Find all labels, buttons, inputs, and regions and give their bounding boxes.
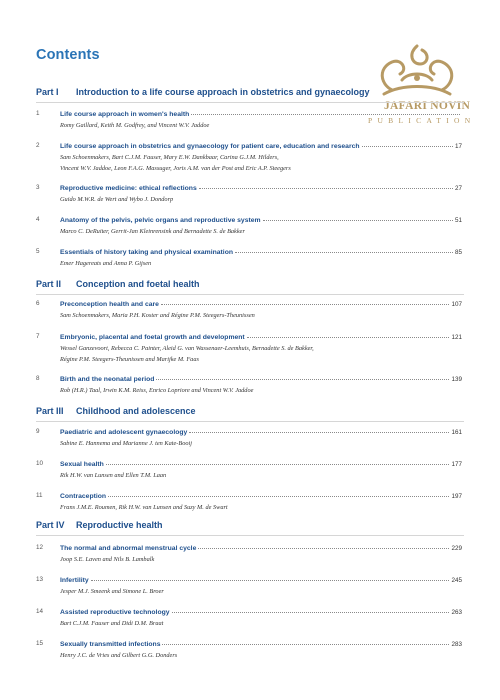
chapter-authors [60,503,462,514]
author-line: Henry J.C. de Vries and Gilbert G.G. Donders [60,652,178,659]
part-number: Part IV [36,520,65,530]
chapter-authors [60,153,462,174]
author-line: Romy Gaillard, Keith M. Godfrey, and Vincent W.V. Jaddoe [60,122,210,129]
chapter-title[interactable]: Life course approach in obstetrics and gynaecology for patient care, education and research [60,143,360,150]
page-number: 283 [451,641,462,648]
chapter-title[interactable]: Reproductive medicine: ethical reflections [60,185,197,192]
page-number: 161 [451,429,462,436]
chapter-authors [60,195,462,206]
dot-leader [247,331,450,338]
chapter-title[interactable]: Paediatric and adolescent gynaecology [60,429,188,436]
author-line: Sam Schoenmakers, Bart C.J.M. Fauser, Mary E.W. Dankbaar, Carina G.J.M. Hilders, [60,154,279,161]
author-line: Marco C. DeRuiter, Gerrit-Jan Kleinrensink and Bernadette S. de Bakker [60,228,245,235]
chapter-title[interactable]: Life course approach in women's health [60,111,190,118]
page-number: 139 [451,376,462,383]
chapter-number: 9 [36,428,40,435]
dot-leader [172,606,450,613]
chapter-title-row [60,141,462,150]
chapter-title-row [60,247,462,256]
chapter-title-row [60,639,462,648]
author-line: Jesper M.J. Smeenk and Simone L. Broer [60,588,164,595]
chapter-title-row [60,607,462,616]
part-number: Part II [36,279,62,289]
chapter-number: 13 [36,576,44,583]
chapter-title[interactable]: Essentials of history taking and physical examination [60,249,233,256]
chapter-title-row [60,332,462,341]
author-line: Sabine E. Hannema and Marianne J. ten Kate-Booij [60,440,193,447]
logo-name: JAFARI NOVIN [384,100,471,112]
part-heading [36,520,163,530]
author-line: Guido M.W.R. de Wert and Wybo J. Dondorp [60,196,174,203]
chapter-number: 12 [36,544,44,551]
chapter-authors [60,439,462,450]
chapter-number: 14 [36,608,44,615]
chapter-title[interactable]: Infertility [60,577,89,584]
chapter-title-row [60,575,462,584]
dot-leader [156,373,449,380]
chapter-authors [60,471,462,482]
chapter-title[interactable]: Preconception health and care [60,301,159,308]
page-number: 107 [451,301,462,308]
page-number: 121 [451,334,462,341]
part-divider [36,102,464,103]
dot-leader [161,298,450,305]
chapter-title[interactable]: Birth and the neonatal period [60,376,155,383]
chapter-title-row [60,491,462,500]
part-title: Childhood and adolescence [76,406,196,416]
chapter-number: 1 [36,110,40,117]
chapter-title[interactable]: Sexual health [60,461,104,468]
chapter-number: 15 [36,640,44,647]
chapter-authors [60,227,462,238]
chapter-number: 6 [36,300,40,307]
author-line: Bart C.J.M. Fauser and Didi D.M. Braat [60,620,164,627]
chapter-title-row [60,427,462,436]
chapter-authors [60,587,462,598]
chapter-title[interactable]: Anatomy of the pelvis, pelvic organs and reproductive system [60,217,261,224]
dot-leader [162,638,449,645]
page-number: 17 [454,143,462,150]
chapter-number: 11 [36,492,43,499]
chapter-title[interactable]: The normal and abnormal menstrual cycle [60,545,197,552]
chapter-number: 3 [36,184,40,191]
dot-leader [198,542,449,549]
part-divider [36,294,464,295]
page-number: 197 [451,493,462,500]
chapter-title-row [60,459,462,468]
author-line: Vincent W.V. Jaddoe, Leon F.A.G. Massuger, Joris A.M. van der Post and Eric A.P. Steegers [60,164,291,172]
chapter-title[interactable]: Embryonic, placental and foetal growth and development [60,334,245,341]
chapter-number: 5 [36,248,40,255]
author-line: Joop S.E. Laven and Nils B. Lambalk [60,556,155,563]
logo-subtitle: PUBLICATION [368,116,476,125]
dot-leader [235,246,453,253]
page-number: 229 [451,545,462,552]
dot-leader [91,574,450,581]
chapter-title-row [60,183,462,192]
chapter-number: 10 [36,460,44,467]
page-title: Contents [36,47,100,63]
part-title: Reproductive health [76,520,163,530]
dot-leader [106,458,450,465]
dot-leader [191,108,460,115]
part-divider [36,535,464,536]
part-heading [36,87,370,97]
part-number: Part III [36,406,64,416]
author-line: Sam Schoenmakers, Maria P.H. Koster and Régine P.M. Steegers-Theunissen [60,312,255,319]
part-title: Introduction to a life course approach in obstetrics and gynaecology [76,87,370,97]
part-heading [36,406,196,416]
chapter-authors [60,386,462,397]
chapter-authors [60,651,462,662]
dot-leader [199,182,453,189]
chapter-authors [60,344,462,365]
chapter-authors [60,555,462,566]
author-line: Rik H.W. van Lunsen and Ellen T.M. Laan [60,472,167,479]
chapter-title-row [60,109,462,118]
part-heading [36,279,200,289]
chapter-authors [60,259,462,270]
page-number: 85 [454,249,462,256]
page-number: 245 [451,577,462,584]
chapter-title[interactable]: Sexually transmitted infections [60,641,161,648]
page-number: 27 [454,185,462,192]
chapter-authors [60,121,462,132]
chapter-title[interactable]: Contraception [60,493,107,500]
author-line: Emer Hagereats and Anna P. Gijsen [60,260,152,267]
page-number: 177 [451,461,462,468]
dot-leader [189,426,449,433]
page-number: 263 [451,609,462,616]
author-line: Frans J.M.E. Roumen, Rik H.W. van Lunsen and Suzy M. de Swart [60,504,228,511]
chapter-title-row [60,543,462,552]
part-divider [36,421,464,422]
chapter-title[interactable]: Assisted reproductive technology [60,609,170,616]
chapter-number: 8 [36,375,40,382]
chapter-number: 7 [36,333,40,340]
author-line: Régine P.M. Steegers-Theunissen and Marijke M. Faas [60,355,199,363]
author-line: Rob (H.R.) Taal, Irwin K.M. Reiss, Enrico Lopriore and Vincent W.V. Jaddoe [60,387,254,394]
chapter-number: 2 [36,142,40,149]
dot-leader [108,490,449,497]
chapter-title-row [60,374,462,383]
dot-leader [263,214,453,221]
chapter-number: 4 [36,216,40,223]
chapter-authors [60,619,462,630]
part-number: Part I [36,87,59,97]
dot-leader [362,140,453,147]
chapter-authors [60,311,462,322]
author-line: Wessel Ganzevoort, Rebecca C. Painter, Aleid G. van Wassenaer-Leemhuis, Bernadette S. de Bakker, [60,345,314,352]
page-number: 51 [454,217,462,224]
chapter-title-row [60,215,462,224]
chapter-title-row [60,299,462,308]
part-title: Conception and foetal health [76,279,200,289]
